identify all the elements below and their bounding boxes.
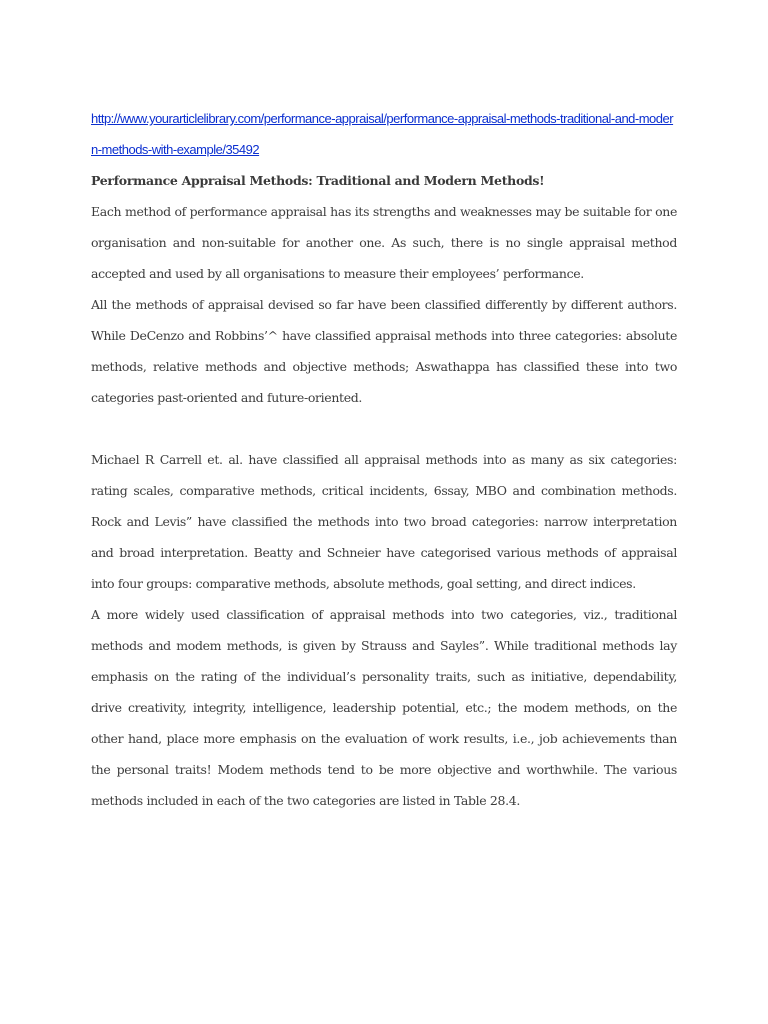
paragraph-1: Each method of performance appraisal has its strengths and weaknesses may be suitable for one organisation and non-suitable for another one. As such, there is no single appraisal method accepted and used by all organisations to measure their employees’ performance. (91, 204, 677, 281)
paragraph-2: All the methods of appraisal devised so far have been classified differently by different authors. While DeCenzo and Robbins’^ have classified appraisal methods into three categories: absolute methods, relative methods and objective methods; Aswathappa has classified these into two categories past-oriented and future-oriented. (91, 297, 677, 405)
paragraph-4: A more widely used classification of appraisal methods into two categories, viz., traditional methods and modem methods, is given by Strauss and Sayles”. While traditional methods lay emphasis on the rating of the individual’s personality traits, such as initiative, dependability, drive creativity, integrity, intelligence, leadership potential, etc.; the modem methods, on the other hand, place more emphasis on the evaluation of work results, i.e., job achievements than the personal traits! Modem methods tend to be more objective and worthwhile. The various methods included in each of the two categories are listed in Table 28.4. (91, 607, 677, 808)
paragraph-3: Michael R Carrell et. al. have classified all appraisal methods into as many as six categories: rating scales, comparative methods, critical incidents, 6ssay, MBO and combination methods. Rock and Levis” have classified the methods into two broad categories: narrow interpretation and broad interpretation. Beatty and Schneier have categorised various methods of appraisal into four groups: comparative methods, absolute methods, goal setting, and direct indices. (91, 452, 677, 591)
source-link[interactable]: http://www.yourarticlelibrary.com/performance-appraisal/performance-appraisal-methods-traditional-and-modern-methods-with-example/35492 (91, 111, 674, 157)
document-heading: Performance Appraisal Methods: Traditional and Modern Methods! (91, 173, 545, 188)
document-body (91, 103, 677, 816)
paragraph-spacer (91, 413, 677, 444)
